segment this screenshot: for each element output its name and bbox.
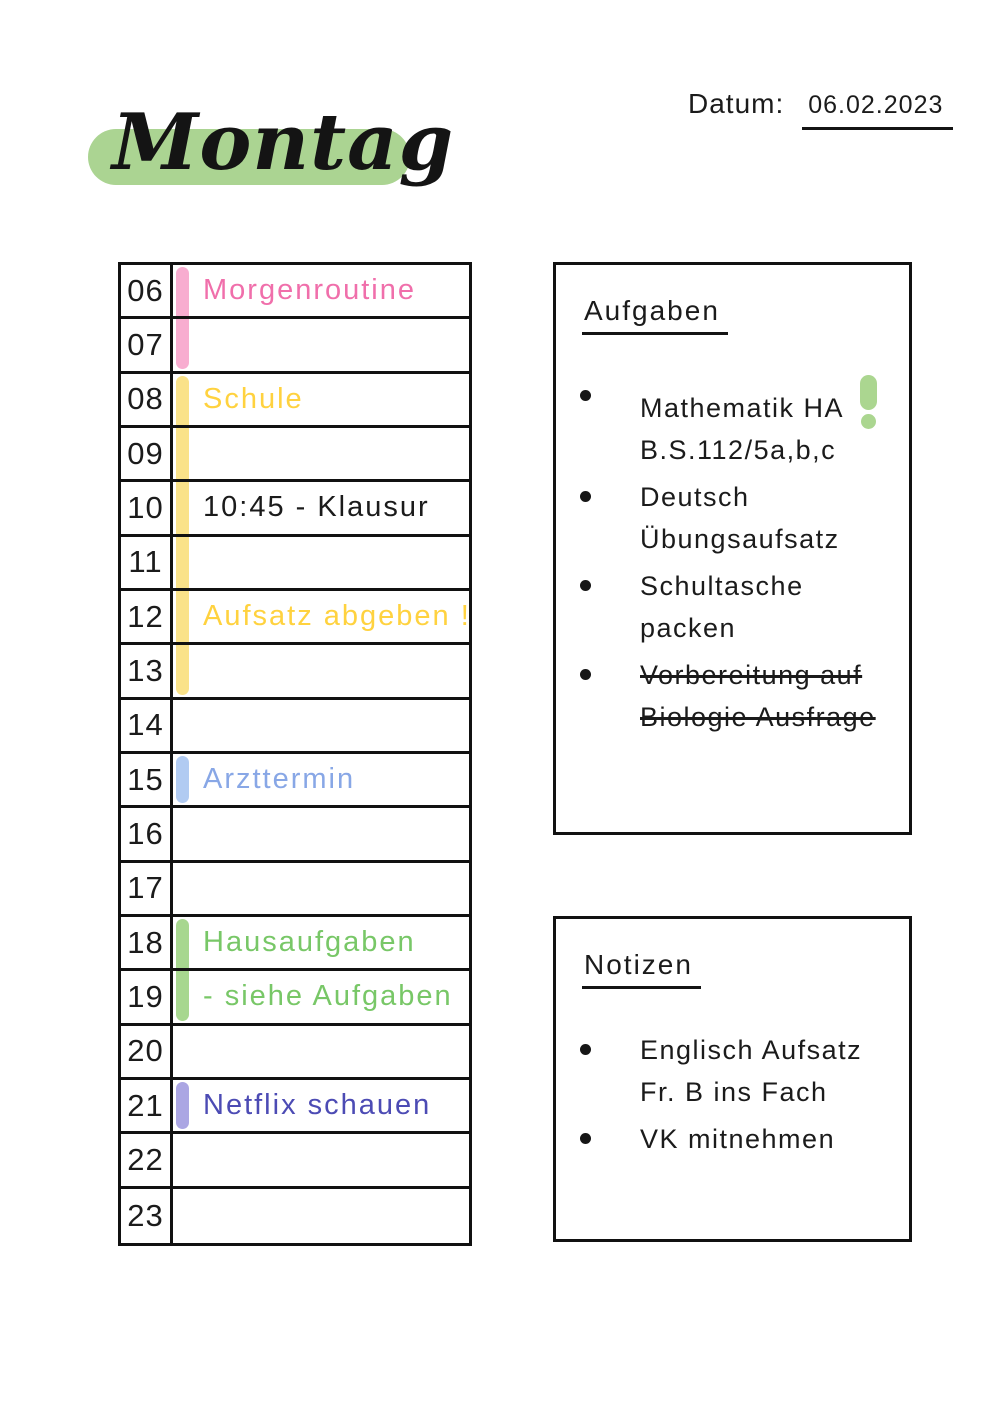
schedule-cell [173,917,471,968]
hour-label: 23 [121,1189,173,1243]
highlight-bar-yellow [176,591,189,642]
highlight-bar-purple [176,1082,189,1129]
bullet-item [556,1029,909,1113]
bullet-line: Übungsaufsatz [640,524,840,554]
hour-label: 09 [121,428,173,479]
schedule-cell [173,971,471,1022]
highlight-bar-yellow [176,376,189,425]
bullet-item [556,476,909,560]
hour-label: 06 [121,265,173,316]
bullet-line: Mathematik HA [640,375,877,429]
event-text: Morgenroutine [203,274,416,307]
event-text: - siehe Aufgaben [203,980,453,1013]
bullet-item [556,375,909,471]
hour-label: 17 [121,863,173,914]
bullet-line: Fr. B ins Fach [640,1077,828,1107]
schedule-cell [173,265,471,316]
hour-label: 11 [121,537,173,588]
highlight-bar-pink [176,319,189,368]
schedule-cell [173,1080,471,1131]
highlight-bar-yellow [176,645,189,694]
schedule-row-09 [121,428,471,482]
hour-label: 12 [121,591,173,642]
hour-label: 19 [121,971,173,1022]
notizen-list [556,1029,909,1160]
schedule-row-08 [121,374,471,428]
hour-label: 14 [121,700,173,751]
schedule-cell [173,645,471,696]
event-text: Netflix schauen [203,1089,432,1122]
schedule-row-18 [121,917,471,971]
notizen-panel [553,916,912,1242]
bullet-line: VK mitnehmen [640,1124,836,1154]
aufgaben-heading-wrap [582,295,909,335]
schedule-cell [173,319,471,370]
notizen-heading-wrap [582,949,909,989]
schedule-row-16 [121,808,471,862]
bullet-item [556,565,909,649]
hour-label: 16 [121,808,173,859]
highlight-bar-blue [176,756,189,803]
highlight-bar-green [176,971,189,1020]
page-title: Montag [112,97,455,188]
schedule-cell [173,591,471,642]
event-text: 10:45 - Klausur [203,491,430,524]
schedule-row-12 [121,591,471,645]
bullet-dot [580,390,591,401]
hour-label: 08 [121,374,173,425]
hour-label: 13 [121,645,173,696]
bullet-dot [580,1044,591,1055]
schedule-cell [173,754,471,805]
hour-label: 22 [121,1134,173,1185]
event-text: Hausaufgaben [203,926,416,959]
schedule-cell [173,482,471,533]
bullet-line: Schultasche [640,571,804,601]
bullet-line: Deutsch [640,482,750,512]
schedule-row-14 [121,700,471,754]
schedule-row-21 [121,1080,471,1134]
schedule-row-17 [121,863,471,917]
schedule-cell [173,863,471,914]
schedule-row-07 [121,319,471,373]
bullet-dot [580,491,591,502]
highlight-bar-yellow [176,482,189,533]
schedule-row-11 [121,537,471,591]
schedule-row-15 [121,754,471,808]
schedule-cell [173,537,471,588]
bullet-dot [580,580,591,591]
bullet-dot [580,669,591,680]
highlight-bar-yellow [176,537,189,588]
schedule-cell [173,1026,471,1077]
hour-label: 18 [121,917,173,968]
bullet-item [556,654,909,738]
schedule-row-06 [121,265,471,319]
highlight-bar-yellow [176,428,189,479]
bullet-dot [580,1133,591,1144]
date-value: 06.02.2023 [802,91,953,130]
bullet-line: Englisch Aufsatz [640,1035,863,1065]
schedule-row-22 [121,1134,471,1188]
hour-label: 10 [121,482,173,533]
event-text: Arzttermin [203,763,356,796]
event-text: Aufsatz abgeben ! [203,600,471,633]
bullet-line: Biologie Ausfrage [640,702,876,732]
schedule-row-13 [121,645,471,699]
date-row [688,88,953,130]
schedule-cell [173,374,471,425]
bullet-item [556,1118,909,1160]
hour-label: 15 [121,754,173,805]
schedule-row-23 [121,1189,471,1243]
schedule-cell [173,428,471,479]
schedule-row-19 [121,971,471,1025]
hour-label: 21 [121,1080,173,1131]
bullet-line: packen [640,613,737,643]
highlight-bar-pink [176,267,189,316]
aufgaben-list [556,375,909,738]
aufgaben-heading: Aufgaben [582,295,728,335]
schedule-cell [173,808,471,859]
hour-label: 20 [121,1026,173,1077]
bullet-line: B.S.112/5a,b,c [640,435,837,465]
event-text: Schule [203,382,304,415]
schedule-table [118,262,472,1246]
highlight-bar-green [176,919,189,968]
bullet-line: Vorbereitung auf [640,660,863,690]
schedule-row-10 [121,482,471,536]
hour-label: 07 [121,319,173,370]
date-label: Datum: [688,88,785,119]
schedule-cell [173,700,471,751]
exclamation-icon [860,375,877,429]
schedule-cell [173,1134,471,1185]
schedule-cell [173,1189,471,1243]
aufgaben-panel [553,262,912,835]
notizen-heading: Notizen [582,949,701,989]
schedule-row-20 [121,1026,471,1080]
